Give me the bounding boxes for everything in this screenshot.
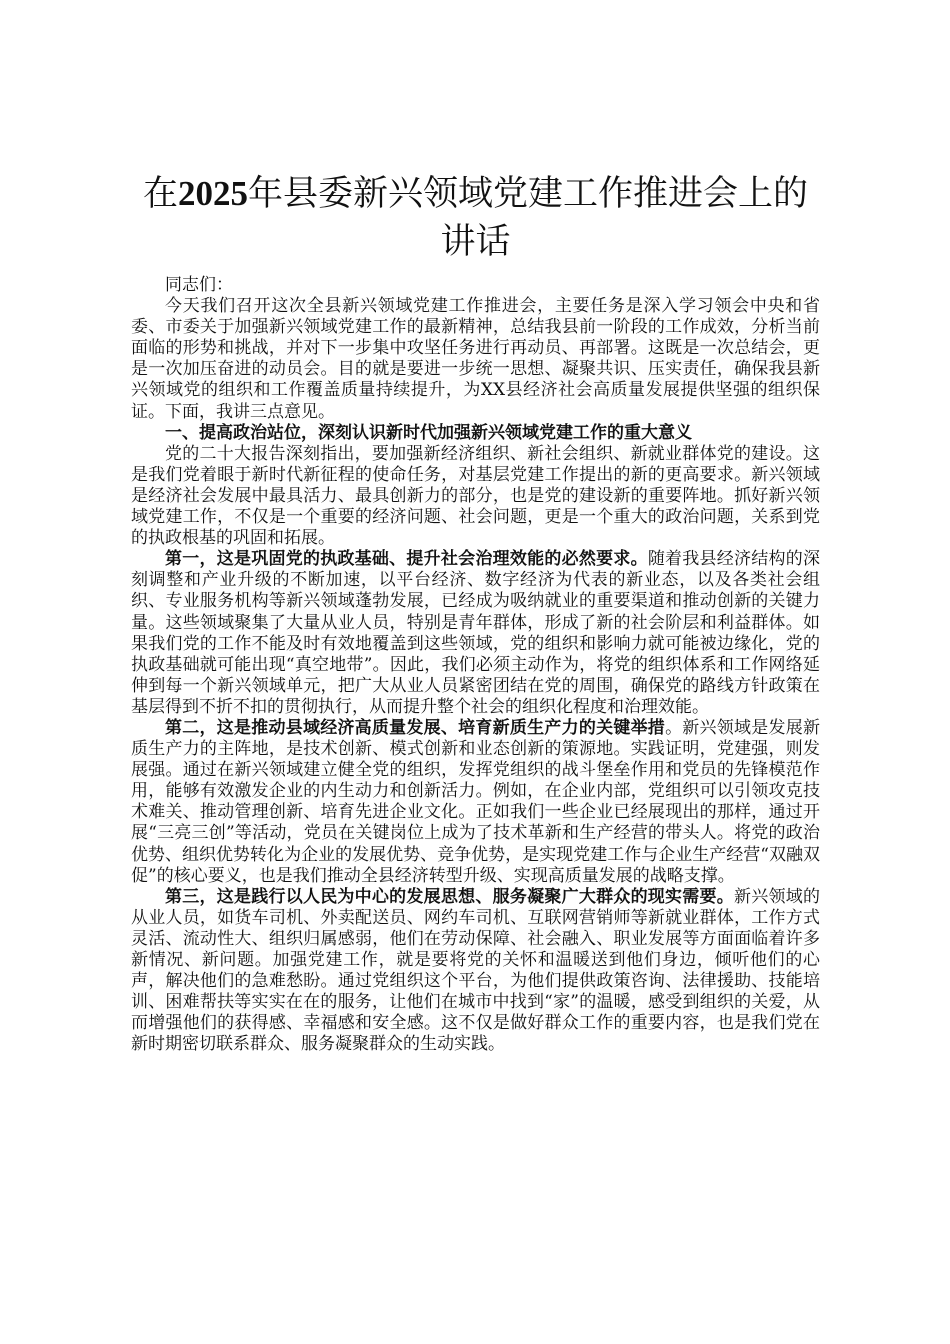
point3-lead: 第三，这是践行以人民为中心的发展思想、服务凝聚广大群众的现实需要。 — [165, 886, 735, 907]
title-text-line2: 讲话 — [440, 222, 511, 262]
point1-lead: 第一，这是巩固党的执政基础、提升社会治理效能的必然要求。 — [165, 549, 648, 570]
page-title — [131, 170, 820, 266]
point2-paragraph — [131, 718, 820, 887]
title-text-part1: 在 — [142, 174, 178, 214]
salutation: 同志们： — [165, 275, 233, 295]
title-text-part2: 年县委新兴领域党建工作推进会上的 — [248, 174, 809, 214]
point3-paragraph — [131, 887, 820, 1056]
point1-body: 随着我县经济结构的深刻调整和产业升级的不断加速，以平台经济、数字经济为代表的新业态，以及各类社会组织、专业服务机构等新兴领域蓬勃发展，已经成为吸纳就业的重要渠道和推动创新的关键力量。这些领域聚集了大量从业人员，特别是青年群体，形成了新的社会阶层和利益群体。如果我们党的工作不能及时有效地覆盖到这些领域，党的组织和影响力就可能被边缘化，党的执政基础就可能出现“真空地带”。因此，我们必须主动作为，将党的组织体系和工作网络延伸到每一个新兴领域单元，把广大从业人员紧密团结在党的周围，确保党的路线方针政策在基层得到不折不扣的贯彻执行，从而提升整个社会的组织化程度和治理效能。 — [131, 549, 821, 717]
point2-body: 。新兴领域是发展新质生产力的主阵地，是技术创新、模式创新和业态创新的策源地。实践证明，党建强，则发展强。通过在新兴领域建立健全党的组织，发挥党组织的战斗堡垒作用和党员的先锋模范作用，能够有效激发企业的内生动力和创新活力。例如，在企业内部，党组织可以引领攻克技术难关、推动管理创新、培育先进企业文化。正如我们一些企业已经展现出的那样，通过开展“三亮三创”等活动，党员在关键岗位上成为了技术革新和生产经营的带头人。将党的政治优势、组织优势转化为企业的发展优势、竞争优势，是实现党建工作与企业生产经营“双融双促”的核心要义，也是我们推动全县经济转型升级、实现高质量发展的战略支撑。 — [131, 717, 821, 886]
document-body — [131, 170, 820, 1055]
point3-body: 新兴领域的从业人员，如货车司机、外卖配送员、网约车司机、互联网营销师等新就业群体，工作方式灵活、流动性大、组织归属感弱，他们在劳动保障、社会融入、职业发展等方面面临着许多新情况、新问题。加强党建工作，就是要将党的关怀和温暖送到他们身边，倾听他们的心声，解决他们的急难愁盼。通过党组织这个平台，为他们提供政策咨询、法律援助、技能培训、困难帮扶等实实在在的服务，让他们在城市中找到“家”的温暖，感受到组织的关爱，从而增强他们的获得感、幸福感和安全感。这不仅是做好群众工作的重要内容，也是我们党在新时期密切联系群众、服务凝聚群众的生动实践。 — [131, 886, 821, 1055]
title-year: 2025 — [178, 174, 248, 213]
point2-lead: 第二，这是推动县域经济高质量发展、培育新质生产力的关键举措 — [165, 717, 666, 738]
intro-paragraph: 今天我们召开这次全县新兴领域党建工作推进会，主要任务是深入学习领会中央和省委、市委关于加强新兴领域党建工作的最新精神，总结我县前一阶段的工作成效，分析当前面临的形势和挑战，并对下一步集中攻坚任务进行再动员、再部署。这既是一次总结会，更是一次加压奋进的动员会。目的就是要进一步统一思想、凝聚共识、压实责任，确保我县新兴领域党的组织和工作覆盖质量持续提升，为XX县经济社会高质量发展提供坚强的组织保证。下面，我讲三点意见。 — [131, 296, 820, 422]
section1-heading: 一、提高政治站位，深刻认识新时代加强新兴领域党建工作的重大意义 — [165, 422, 692, 443]
point1-paragraph — [131, 549, 820, 718]
section1-paragraph: 党的二十大报告深刻指出，要加强新经济组织、新社会组织、新就业群体党的建设。这是我们党着眼于新时代新征程的使命任务，对基层党建工作提出的新的更高要求。新兴领域是经济社会发展中最具活力、最具创新力的部分，也是党的建设新的重要阵地。抓好新兴领域党建工作，不仅是一个重要的经济问题、社会问题，更是一个重大的政治问题，关系到党的执政根基的巩固和拓展。 — [131, 443, 820, 549]
